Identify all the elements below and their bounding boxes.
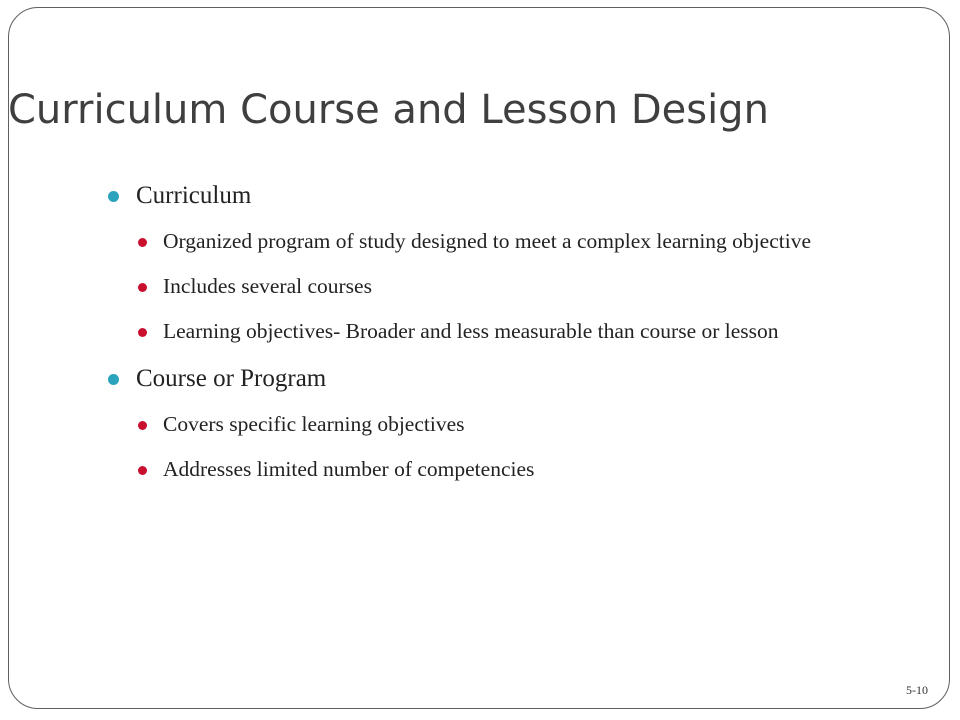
list-item	[138, 450, 938, 489]
section-heading-course-or-program	[108, 363, 938, 395]
bullet-dot-icon	[138, 421, 147, 430]
section-heading-label: Course or Program	[136, 365, 327, 392]
slide-content	[108, 180, 938, 495]
list-item-text: Addresses limited number of competencies	[163, 457, 535, 481]
bullet-dot-icon	[138, 238, 147, 247]
bullet-dot-icon	[138, 283, 147, 292]
section-heading-curriculum	[108, 180, 938, 212]
slide-title: Curriculum Course and Lesson Design	[8, 87, 769, 133]
list-item-text: Organized program of study designed to meet a complex learning objective	[163, 229, 811, 253]
bullet-dot-icon	[108, 374, 119, 385]
section-heading-label: Curriculum	[136, 182, 252, 209]
list-item	[138, 312, 938, 351]
list-item	[138, 267, 938, 306]
bullet-dot-icon	[108, 191, 119, 202]
slide-number: 5-10	[906, 683, 928, 697]
bullet-dot-icon	[138, 328, 147, 337]
list-item-text: Learning objectives- Broader and less measurable than course or lesson	[163, 319, 779, 343]
bullet-dot-icon	[138, 466, 147, 475]
list-item-text: Includes several courses	[163, 274, 372, 298]
list-item	[138, 222, 938, 261]
list-item	[138, 405, 938, 444]
list-item-text: Covers specific learning objectives	[163, 412, 465, 436]
